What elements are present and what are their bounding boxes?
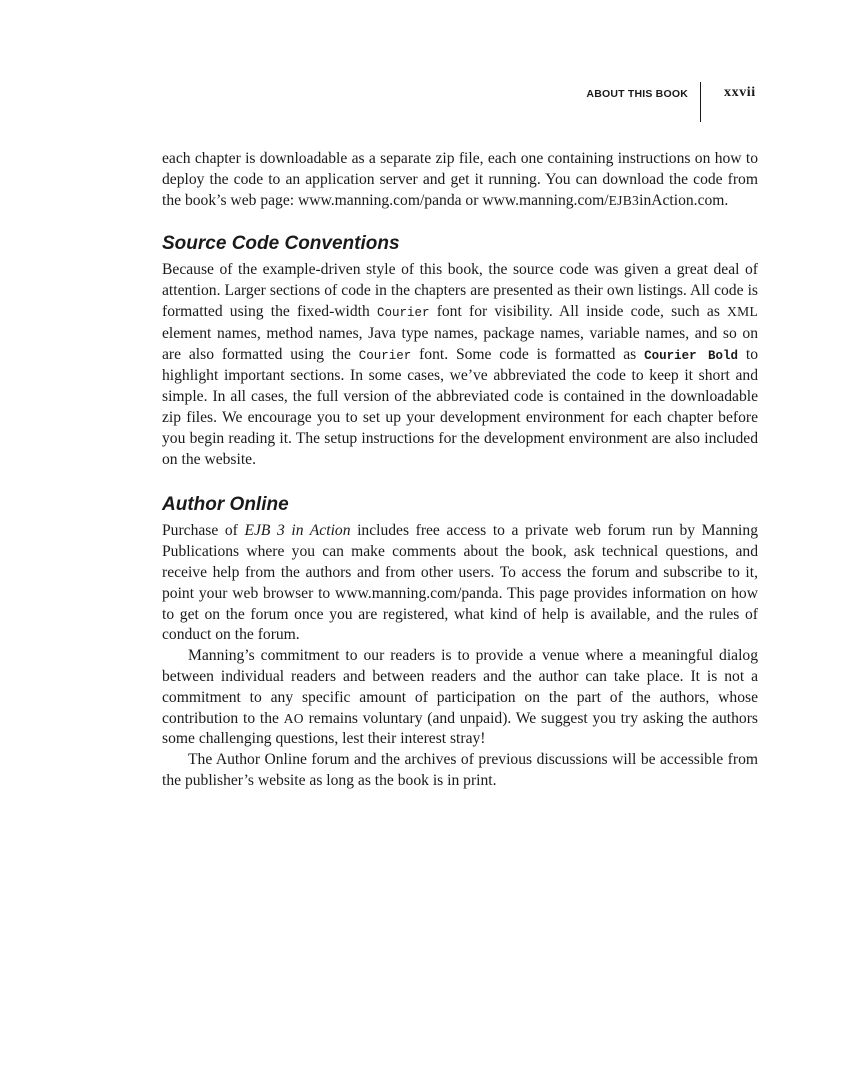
author-online-text-a: Purchase of: [162, 522, 245, 540]
running-head-divider: [700, 82, 701, 122]
source-code-heading: Source Code Conventions: [162, 233, 400, 255]
source-code-text-b: font for visibility. All inside code, such as: [429, 302, 728, 320]
courier-bold-inline: Courier Bold: [644, 348, 739, 363]
author-online-text-d: remains voluntary (and unpaid). We suggest you try asking the authors some challenging questions, lest their interest stray!: [162, 709, 758, 748]
source-code-text-e: to highlight important sections. In some cases, we’ve abbreviated the code to keep it short and simple. In all cases, the full version of the abbreviated code is contained in the downloadable zip files. We encourage you to set up your development environment for each chapter before you begin reading it. The setup instructions for the development environment are also included on the website.: [162, 345, 758, 468]
author-online-text-c: Manning’s commitment to our readers is to provide a venue where a meaningful dialog between individual readers and between readers and the author can take place. It is not a commitment to any specific amount of participation on the part of the authors, whose contribution to the: [162, 647, 758, 727]
running-head: [0, 82, 849, 122]
source-code-text-d: font. Some code is formatted as: [411, 345, 645, 363]
source-code-text-a: Because of the example-driven style of this book, the source code was given a great deal of attention. Larger sections of code in the chapters are presented as their own listings. All code is formatted using the fixed-width: [162, 261, 758, 320]
courier-inline-2: Courier: [358, 348, 412, 363]
intro-link-smallcaps: EJB3: [608, 192, 640, 208]
intro-paragraph: [162, 149, 758, 211]
author-online-text-b: includes free access to a private web forum run by Manning Publications where you can make comments about the book, ask technical questions, and receive help from the authors and from other users. To access the forum and subscribe to it, point your web browser to www.manning.com/panda. This page provides information on how to get on the forum once you are registered, what kind of help is available, and the rules of conduct on the forum.: [162, 522, 758, 644]
book-title: EJB 3 in Action: [244, 522, 351, 540]
author-online-heading: Author Online: [162, 494, 289, 516]
xml-smallcaps: XML: [727, 303, 758, 319]
author-online-paragraph-3: The Author Online forum and the archives of previous discussions will be accessible from the publisher’s website as long as the book is in print.: [162, 751, 758, 789]
source-code-text-c: element names, method names, Java type names, package names, variable names, and so on are also formatted using the: [162, 324, 758, 363]
page-body: [162, 149, 758, 792]
running-head-section: ABOUT THIS BOOK: [586, 88, 688, 100]
intro-text: each chapter is downloadable as a separate zip file, each one containing instructions on how to deploy the code to an application server and get it running. You can download the code from the book’s web page: www.manning.com/panda or www.manning.com/: [162, 150, 758, 209]
author-online-paragraph-2: [162, 646, 758, 750]
courier-inline-1: Courier: [376, 305, 430, 320]
ao-smallcaps: AO: [283, 710, 304, 726]
page-number: xxvii: [724, 85, 756, 100]
intro-link-tail: inAction.com.: [639, 191, 729, 209]
author-online-paragraph-1: [162, 521, 758, 646]
source-code-paragraph: [162, 260, 758, 470]
